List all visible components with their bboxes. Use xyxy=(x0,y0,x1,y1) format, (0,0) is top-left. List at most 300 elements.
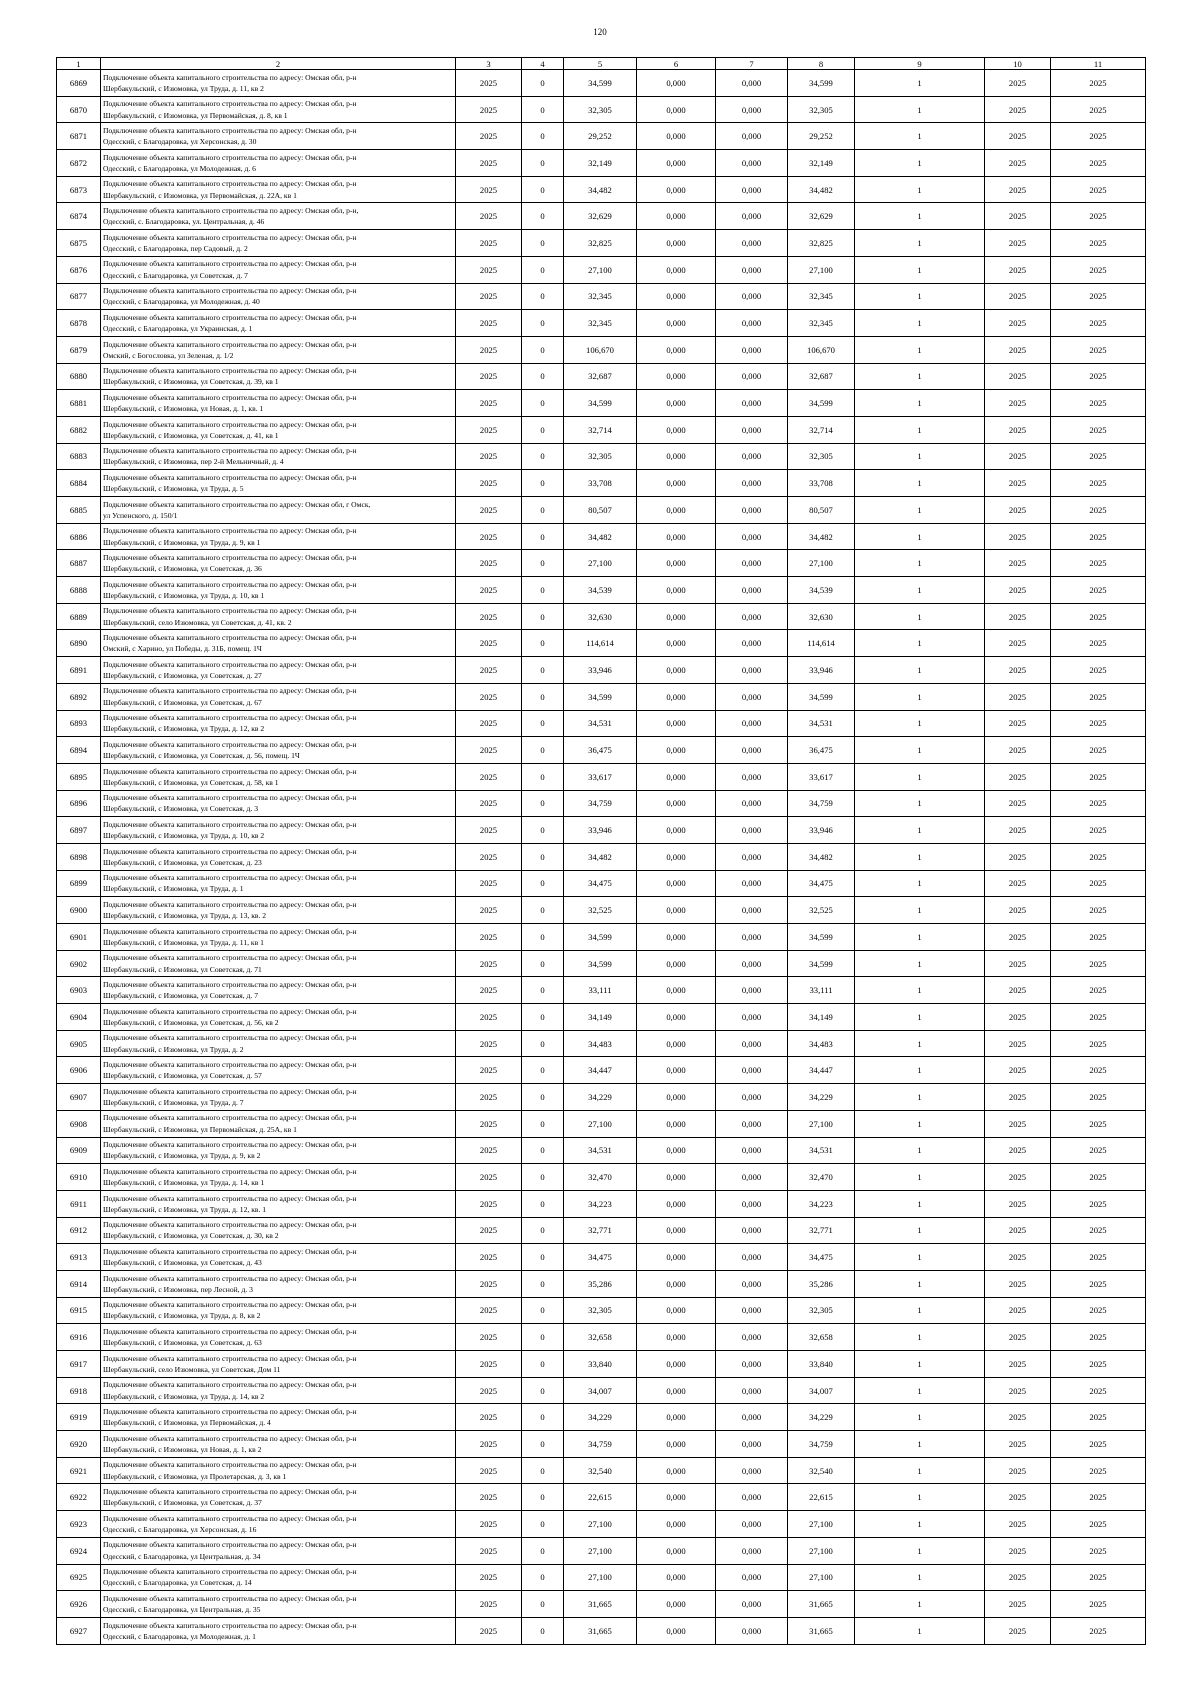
description-line-1: Подключение объекта капитального строительства по адресу: Омская обл, р-н xyxy=(103,926,357,936)
object-description xyxy=(101,1537,456,1564)
value-cell: 34,149 xyxy=(564,1004,637,1031)
col7-cell: 0,000 xyxy=(716,1270,788,1297)
year-cell: 2025 xyxy=(456,123,522,150)
col9-cell: 1 xyxy=(855,416,985,443)
description-line-2: Шербакульский, с Изюмовка, ул Советская, д. 7 xyxy=(103,991,258,1001)
year-start-cell: 2025 xyxy=(985,230,1051,257)
year-cell: 2025 xyxy=(456,176,522,203)
table-row xyxy=(57,1591,1146,1618)
year-end-cell: 2025 xyxy=(1051,1617,1146,1644)
value-total-cell: 27,100 xyxy=(788,1537,855,1564)
year-cell: 2025 xyxy=(456,1351,522,1378)
col4-cell: 0 xyxy=(522,336,564,363)
year-start-cell: 2025 xyxy=(985,790,1051,817)
value-total-cell: 34,599 xyxy=(788,390,855,417)
description-line-1: Подключение объекта капитального строительства по адресу: Омская обл, р-н xyxy=(103,1407,357,1417)
value-cell: 27,100 xyxy=(564,1110,637,1137)
col6-cell: 0,000 xyxy=(637,1564,716,1591)
col7-cell: 0,000 xyxy=(716,924,788,951)
value-cell: 32,345 xyxy=(564,310,637,337)
object-description xyxy=(101,817,456,844)
value-total-cell: 34,599 xyxy=(788,70,855,97)
value-cell: 34,007 xyxy=(564,1377,637,1404)
year-cell: 2025 xyxy=(456,657,522,684)
value-cell: 29,252 xyxy=(564,123,637,150)
table-row xyxy=(57,1084,1146,1111)
year-cell: 2025 xyxy=(456,843,522,870)
table-row xyxy=(57,1404,1146,1431)
col7-cell: 0,000 xyxy=(716,1377,788,1404)
table-row xyxy=(57,256,1146,283)
col9-cell: 1 xyxy=(855,1324,985,1351)
col7-cell: 0,000 xyxy=(716,1404,788,1431)
table-row xyxy=(57,1617,1146,1644)
table-row xyxy=(57,96,1146,123)
description-line-2: Шербакульский, с Изюмовка, ул Советская, д. 56, кв 2 xyxy=(103,1017,279,1027)
year-end-cell: 2025 xyxy=(1051,790,1146,817)
table-row xyxy=(57,1431,1146,1458)
col7-cell: 0,000 xyxy=(716,1057,788,1084)
year-cell: 2025 xyxy=(456,550,522,577)
year-start-cell: 2025 xyxy=(985,843,1051,870)
col4-cell: 0 xyxy=(522,1404,564,1431)
object-description xyxy=(101,1591,456,1618)
year-end-cell: 2025 xyxy=(1051,443,1146,470)
year-end-cell: 2025 xyxy=(1051,737,1146,764)
description-line-1: Подключение объекта капитального строительства по адресу: Омская обл, р-н xyxy=(103,1113,357,1123)
table-row xyxy=(57,1351,1146,1378)
description-line-1: Подключение объекта капитального строительства по адресу: Омская обл, р-н xyxy=(103,446,357,456)
object-description xyxy=(101,390,456,417)
table-row xyxy=(57,870,1146,897)
col6-cell: 0,000 xyxy=(637,203,716,230)
description-line-1: Подключение объекта капитального строительства по адресу: Омская обл, р-н, xyxy=(103,206,359,216)
row-number: 6874 xyxy=(57,203,101,230)
year-cell: 2025 xyxy=(456,950,522,977)
description-line-2: Шербакульский, село Изюмовка, ул Советская, д. 41, кв. 2 xyxy=(103,617,292,627)
value-total-cell: 32,305 xyxy=(788,96,855,123)
row-number: 6887 xyxy=(57,550,101,577)
year-end-cell: 2025 xyxy=(1051,1164,1146,1191)
value-cell: 34,229 xyxy=(564,1404,637,1431)
value-cell: 22,615 xyxy=(564,1484,637,1511)
table-row xyxy=(57,710,1146,737)
object-description xyxy=(101,283,456,310)
col4-cell: 0 xyxy=(522,1457,564,1484)
description-line-2: Шербакульский, с Изюмовка, ул Новая, д. 1, кв. 1 xyxy=(103,404,264,414)
year-cell: 2025 xyxy=(456,870,522,897)
year-start-cell: 2025 xyxy=(985,1110,1051,1137)
object-description xyxy=(101,763,456,790)
description-line-1: Подключение объекта капитального строительства по адресу: Омская обл, р-н xyxy=(103,899,357,909)
row-number: 6920 xyxy=(57,1431,101,1458)
col9-cell: 1 xyxy=(855,977,985,1004)
col6-cell: 0,000 xyxy=(637,577,716,604)
description-line-2: Одесский, с Благодаровка, ул Молодежная, д. 1 xyxy=(103,1631,256,1641)
year-start-cell: 2025 xyxy=(985,1244,1051,1271)
value-cell: 34,229 xyxy=(564,1084,637,1111)
year-end-cell: 2025 xyxy=(1051,310,1146,337)
year-end-cell: 2025 xyxy=(1051,1030,1146,1057)
year-cell: 2025 xyxy=(456,1297,522,1324)
col4-cell: 0 xyxy=(522,977,564,1004)
description-line-2: Шербакульский, с Изюмовка, ул Пролетарская, д. 3, кв 1 xyxy=(103,1471,287,1481)
description-line-2: Одесский, с Благодаровка, ул Центральная, д. 34 xyxy=(103,1551,261,1561)
col7-cell: 0,000 xyxy=(716,550,788,577)
value-cell: 33,111 xyxy=(564,977,637,1004)
year-start-cell: 2025 xyxy=(985,1084,1051,1111)
col7-cell: 0,000 xyxy=(716,1137,788,1164)
description-line-2: Шербакульский, с Изюмовка, ул Первомайская, д. 22А, кв 1 xyxy=(103,190,297,200)
value-total-cell: 27,100 xyxy=(788,1511,855,1538)
year-start-cell: 2025 xyxy=(985,763,1051,790)
value-total-cell: 34,482 xyxy=(788,176,855,203)
table-row xyxy=(57,150,1146,177)
description-line-2: Шербакульский, с Изюмовка, пер 2-й Мельничный, д. 4 xyxy=(103,457,284,467)
col7-cell: 0,000 xyxy=(716,1297,788,1324)
description-line-1: Подключение объекта капитального строительства по адресу: Омская обл, р-н xyxy=(103,1620,357,1630)
col4-cell: 0 xyxy=(522,523,564,550)
object-description xyxy=(101,843,456,870)
col7-cell: 0,000 xyxy=(716,203,788,230)
col9-cell: 1 xyxy=(855,870,985,897)
col4-cell: 0 xyxy=(522,897,564,924)
year-start-cell: 2025 xyxy=(985,96,1051,123)
row-number: 6907 xyxy=(57,1084,101,1111)
year-end-cell: 2025 xyxy=(1051,1297,1146,1324)
description-line-2: Шербакульский, с Изюмовка, ул Советская, д. 27 xyxy=(103,670,262,680)
col6-cell: 0,000 xyxy=(637,710,716,737)
year-end-cell: 2025 xyxy=(1051,1057,1146,1084)
year-cell: 2025 xyxy=(456,443,522,470)
object-description xyxy=(101,256,456,283)
row-number: 6880 xyxy=(57,363,101,390)
description-line-1: Подключение объекта капитального строительства по адресу: Омская обл, р-н xyxy=(103,286,357,296)
description-line-2: Омский, с Харино, ул Победы, д. 31Б, помещ. 1Ч xyxy=(103,644,262,654)
value-total-cell: 29,252 xyxy=(788,123,855,150)
object-description xyxy=(101,1137,456,1164)
col7-cell: 0,000 xyxy=(716,577,788,604)
col7-cell: 0,000 xyxy=(716,1457,788,1484)
object-description xyxy=(101,523,456,550)
col4-cell: 0 xyxy=(522,1484,564,1511)
value-total-cell: 27,100 xyxy=(788,256,855,283)
description-line-1: Подключение объекта капитального строительства по адресу: Омская обл, р-н xyxy=(103,553,357,563)
row-number: 6922 xyxy=(57,1484,101,1511)
col6-cell: 0,000 xyxy=(637,1297,716,1324)
year-end-cell: 2025 xyxy=(1051,657,1146,684)
year-start-cell: 2025 xyxy=(985,924,1051,951)
col9-cell: 1 xyxy=(855,657,985,684)
year-start-cell: 2025 xyxy=(985,416,1051,443)
year-start-cell: 2025 xyxy=(985,1137,1051,1164)
year-end-cell: 2025 xyxy=(1051,870,1146,897)
col4-cell: 0 xyxy=(522,1084,564,1111)
year-cell: 2025 xyxy=(456,70,522,97)
object-description xyxy=(101,363,456,390)
value-total-cell: 34,229 xyxy=(788,1084,855,1111)
table-row xyxy=(57,283,1146,310)
value-cell: 34,223 xyxy=(564,1190,637,1217)
object-description xyxy=(101,70,456,97)
value-total-cell: 32,771 xyxy=(788,1217,855,1244)
col4-cell: 0 xyxy=(522,390,564,417)
year-end-cell: 2025 xyxy=(1051,550,1146,577)
col9-cell: 1 xyxy=(855,630,985,657)
value-cell: 33,840 xyxy=(564,1351,637,1378)
column-header: 1 xyxy=(57,58,101,70)
col4-cell: 0 xyxy=(522,763,564,790)
col7-cell: 0,000 xyxy=(716,1110,788,1137)
year-start-cell: 2025 xyxy=(985,1217,1051,1244)
row-number: 6908 xyxy=(57,1110,101,1137)
description-line-1: Подключение объекта капитального строительства по адресу: Омская обл, р-н xyxy=(103,366,357,376)
row-number: 6872 xyxy=(57,150,101,177)
table-row xyxy=(57,310,1146,337)
value-cell: 106,670 xyxy=(564,336,637,363)
description-line-2: Шербакульский, с Изюмовка, ул Советская, д. 39, кв 1 xyxy=(103,377,279,387)
col7-cell: 0,000 xyxy=(716,1190,788,1217)
col7-cell: 0,000 xyxy=(716,1351,788,1378)
col6-cell: 0,000 xyxy=(637,150,716,177)
object-description xyxy=(101,710,456,737)
year-start-cell: 2025 xyxy=(985,977,1051,1004)
value-cell: 27,100 xyxy=(564,550,637,577)
table-row xyxy=(57,176,1146,203)
value-cell: 80,507 xyxy=(564,497,637,524)
table-row xyxy=(57,603,1146,630)
value-total-cell: 34,759 xyxy=(788,790,855,817)
year-end-cell: 2025 xyxy=(1051,230,1146,257)
year-cell: 2025 xyxy=(456,1190,522,1217)
col4-cell: 0 xyxy=(522,497,564,524)
value-cell: 27,100 xyxy=(564,256,637,283)
object-description xyxy=(101,870,456,897)
year-start-cell: 2025 xyxy=(985,710,1051,737)
value-total-cell: 34,475 xyxy=(788,870,855,897)
year-start-cell: 2025 xyxy=(985,1057,1051,1084)
col9-cell: 1 xyxy=(855,1377,985,1404)
table-row xyxy=(57,123,1146,150)
year-cell: 2025 xyxy=(456,630,522,657)
year-end-cell: 2025 xyxy=(1051,1591,1146,1618)
description-line-2: Шербакульский, с Изюмовка, ул Первомайская, д. 25А, кв 1 xyxy=(103,1124,297,1134)
col4-cell: 0 xyxy=(522,70,564,97)
col4-cell: 0 xyxy=(522,843,564,870)
description-line-1: Подключение объекта капитального строительства по адресу: Омская обл, р-н xyxy=(103,472,357,482)
table-row xyxy=(57,630,1146,657)
year-cell: 2025 xyxy=(456,710,522,737)
value-total-cell: 34,599 xyxy=(788,683,855,710)
row-number: 6918 xyxy=(57,1377,101,1404)
col9-cell: 1 xyxy=(855,1164,985,1191)
object-description xyxy=(101,1404,456,1431)
year-cell: 2025 xyxy=(456,203,522,230)
object-description xyxy=(101,310,456,337)
object-description xyxy=(101,203,456,230)
year-start-cell: 2025 xyxy=(985,70,1051,97)
col6-cell: 0,000 xyxy=(637,1377,716,1404)
description-line-2: Шербакульский, с Изюмовка, ул Советская, д. 63 xyxy=(103,1338,262,1348)
year-end-cell: 2025 xyxy=(1051,1564,1146,1591)
table-row xyxy=(57,924,1146,951)
col7-cell: 0,000 xyxy=(716,977,788,1004)
col9-cell: 1 xyxy=(855,96,985,123)
description-line-1: Подключение объекта капитального строительства по адресу: Омская обл, р-н xyxy=(103,1567,357,1577)
row-number: 6902 xyxy=(57,950,101,977)
year-start-cell: 2025 xyxy=(985,256,1051,283)
col6-cell: 0,000 xyxy=(637,550,716,577)
value-cell: 33,708 xyxy=(564,470,637,497)
year-start-cell: 2025 xyxy=(985,630,1051,657)
year-start-cell: 2025 xyxy=(985,1564,1051,1591)
object-description xyxy=(101,470,456,497)
col7-cell: 0,000 xyxy=(716,897,788,924)
col9-cell: 1 xyxy=(855,470,985,497)
object-description xyxy=(101,1617,456,1644)
description-line-1: Подключение объекта капитального строительства по адресу: Омская обл, р-н xyxy=(103,1060,357,1070)
description-line-1: Подключение объекта капитального строительства по адресу: Омская обл, р-н xyxy=(103,339,357,349)
description-line-1: Подключение объекта капитального строительства по адресу: Омская обл, р-н xyxy=(103,793,357,803)
value-cell: 34,447 xyxy=(564,1057,637,1084)
object-description xyxy=(101,230,456,257)
col4-cell: 0 xyxy=(522,1351,564,1378)
description-line-1: Подключение объекта капитального строительства по адресу: Омская обл, р-н xyxy=(103,713,357,723)
description-line-2: Шербакульский, с Изюмовка, ул Труда, д. 14, кв 2 xyxy=(103,1391,265,1401)
year-cell: 2025 xyxy=(456,924,522,951)
year-start-cell: 2025 xyxy=(985,897,1051,924)
value-total-cell: 32,714 xyxy=(788,416,855,443)
col4-cell: 0 xyxy=(522,363,564,390)
description-line-2: Шербакульский, с Изюмовка, ул Труда, д. 12, кв. 1 xyxy=(103,1204,267,1214)
year-cell: 2025 xyxy=(456,390,522,417)
col9-cell: 1 xyxy=(855,1537,985,1564)
description-line-2: Одесский, с Благодаровка, ул Херсонская, д. 30 xyxy=(103,137,257,147)
column-header: 7 xyxy=(716,58,788,70)
row-number: 6894 xyxy=(57,737,101,764)
col9-cell: 1 xyxy=(855,70,985,97)
description-line-2: Шербакульский, с Изюмовка, ул Советская, д. 57 xyxy=(103,1071,262,1081)
col7-cell: 0,000 xyxy=(716,310,788,337)
value-cell: 33,946 xyxy=(564,657,637,684)
value-total-cell: 32,687 xyxy=(788,363,855,390)
col4-cell: 0 xyxy=(522,1377,564,1404)
column-header: 2 xyxy=(101,58,456,70)
value-cell: 32,149 xyxy=(564,150,637,177)
year-cell: 2025 xyxy=(456,1617,522,1644)
year-cell: 2025 xyxy=(456,96,522,123)
col9-cell: 1 xyxy=(855,336,985,363)
row-number: 6923 xyxy=(57,1511,101,1538)
description-line-1: Подключение объекта капитального строительства по адресу: Омская обл, р-н xyxy=(103,766,357,776)
row-number: 6895 xyxy=(57,763,101,790)
year-start-cell: 2025 xyxy=(985,150,1051,177)
value-cell: 114,614 xyxy=(564,630,637,657)
year-end-cell: 2025 xyxy=(1051,123,1146,150)
description-line-2: Одесский, с Благодаровка, ул Советская, д. 7 xyxy=(103,270,248,280)
col7-cell: 0,000 xyxy=(716,336,788,363)
object-description xyxy=(101,1004,456,1031)
object-description xyxy=(101,657,456,684)
year-end-cell: 2025 xyxy=(1051,1217,1146,1244)
year-cell: 2025 xyxy=(456,817,522,844)
table-row xyxy=(57,790,1146,817)
value-cell: 35,286 xyxy=(564,1270,637,1297)
description-line-1: Подключение объекта капитального строительства по адресу: Омская обл, р-н xyxy=(103,1380,357,1390)
table-row xyxy=(57,1324,1146,1351)
table-row xyxy=(57,950,1146,977)
year-start-cell: 2025 xyxy=(985,176,1051,203)
object-description xyxy=(101,790,456,817)
table-row xyxy=(57,1217,1146,1244)
year-start-cell: 2025 xyxy=(985,550,1051,577)
object-description xyxy=(101,497,456,524)
table-row xyxy=(57,1004,1146,1031)
year-cell: 2025 xyxy=(456,683,522,710)
value-cell: 31,665 xyxy=(564,1617,637,1644)
col9-cell: 1 xyxy=(855,283,985,310)
value-total-cell: 34,539 xyxy=(788,577,855,604)
value-cell: 34,483 xyxy=(564,1030,637,1057)
value-total-cell: 32,629 xyxy=(788,203,855,230)
col6-cell: 0,000 xyxy=(637,790,716,817)
col6-cell: 0,000 xyxy=(637,763,716,790)
col7-cell: 0,000 xyxy=(716,1431,788,1458)
year-start-cell: 2025 xyxy=(985,123,1051,150)
col7-cell: 0,000 xyxy=(716,763,788,790)
col4-cell: 0 xyxy=(522,1004,564,1031)
col9-cell: 1 xyxy=(855,1110,985,1137)
year-end-cell: 2025 xyxy=(1051,1084,1146,1111)
year-cell: 2025 xyxy=(456,1110,522,1137)
value-total-cell: 34,482 xyxy=(788,523,855,550)
description-line-2: Шербакульский, с Изюмовка, ул Советская, д. 3 xyxy=(103,804,258,814)
year-start-cell: 2025 xyxy=(985,497,1051,524)
col9-cell: 1 xyxy=(855,924,985,951)
col9-cell: 1 xyxy=(855,790,985,817)
description-line-2: Шербакульский, с Изюмовка, ул Труда, д. 9, кв 1 xyxy=(103,537,261,547)
col4-cell: 0 xyxy=(522,310,564,337)
year-cell: 2025 xyxy=(456,737,522,764)
col6-cell: 0,000 xyxy=(637,1164,716,1191)
col9-cell: 1 xyxy=(855,1030,985,1057)
table-row xyxy=(57,1457,1146,1484)
value-total-cell: 33,111 xyxy=(788,977,855,1004)
description-line-1: Подключение объекта капитального строительства по адресу: Омская обл, р-н xyxy=(103,232,357,242)
col4-cell: 0 xyxy=(522,1511,564,1538)
description-line-1: Подключение объекта капитального строительства по адресу: Омская обл, р-н xyxy=(103,419,357,429)
row-number: 6897 xyxy=(57,817,101,844)
value-total-cell: 32,345 xyxy=(788,310,855,337)
col6-cell: 0,000 xyxy=(637,1084,716,1111)
row-number: 6883 xyxy=(57,443,101,470)
col9-cell: 1 xyxy=(855,1511,985,1538)
table-row xyxy=(57,230,1146,257)
value-total-cell: 34,531 xyxy=(788,710,855,737)
year-end-cell: 2025 xyxy=(1051,1324,1146,1351)
description-line-2: Шербакульский, с Изюмовка, ул Советская, д. 58, кв 1 xyxy=(103,777,279,787)
year-start-cell: 2025 xyxy=(985,1030,1051,1057)
value-cell: 33,946 xyxy=(564,817,637,844)
year-start-cell: 2025 xyxy=(985,283,1051,310)
col6-cell: 0,000 xyxy=(637,1404,716,1431)
description-line-1: Подключение объекта капитального строительства по адресу: Омская обл, р-н xyxy=(103,980,357,990)
year-start-cell: 2025 xyxy=(985,657,1051,684)
col9-cell: 1 xyxy=(855,1084,985,1111)
row-number: 6916 xyxy=(57,1324,101,1351)
year-start-cell: 2025 xyxy=(985,1511,1051,1538)
table-row xyxy=(57,977,1146,1004)
